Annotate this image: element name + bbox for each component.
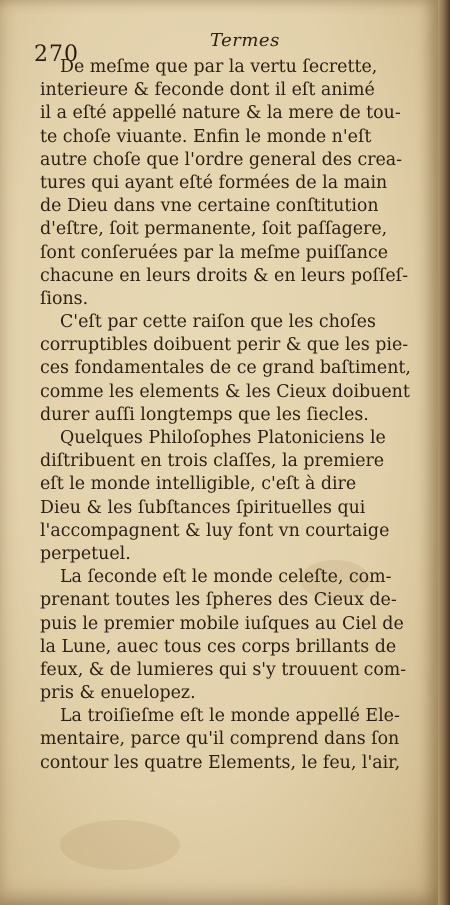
text-line: La ſeconde eſt le monde celeſte, com- xyxy=(60,567,392,588)
text-line: contour les quatre Elements, le feu, l'air, xyxy=(40,752,401,773)
text-line: ſions. xyxy=(40,288,89,309)
text-line: d'eſtre, ſoit permanente, ſoit paſſagere, xyxy=(40,219,388,240)
page-edge xyxy=(438,0,450,905)
text-line: autre choſe que l'ordre general des crea- xyxy=(40,149,403,170)
text-line: de Dieu dans vne certaine conſtitution xyxy=(40,196,379,217)
text-line: ſont conſeruées par la meſme puiſſance xyxy=(40,242,389,263)
text-line: te choſe viuante. Enfin le monde n'eſt xyxy=(40,126,372,147)
text-line: De meſme que par la vertu ſecrette, xyxy=(60,57,378,77)
text-line: tures qui ayant eſté formées de la main xyxy=(40,172,388,193)
paper-stain xyxy=(60,820,180,870)
page-number: 270 xyxy=(34,42,79,67)
text-line: diſtribuent en trois claſſes, la premiere xyxy=(40,451,385,472)
text-line: interieure & feconde dont il eſt animé xyxy=(40,80,375,101)
text-line: durer auſſi longtemps que les ſiecles. xyxy=(40,404,369,425)
text-line: La troiſieſme eſt le monde appellé Ele- xyxy=(60,706,400,727)
text-line: prenant toutes les ſpheres des Cieux de- xyxy=(40,590,397,611)
text-line: perpetuel. xyxy=(40,543,131,564)
text-line: eſt le monde intelligible, c'eſt à dire xyxy=(40,474,357,495)
text-line: Dieu & les ſubſtances ſpirituelles qui xyxy=(40,497,366,518)
text-line: l'accompagnent & luy font vn courtaige xyxy=(40,520,390,541)
text-line: comme les elements & les Cieux doibuent xyxy=(40,381,410,402)
text-line: ces fondamentales de ce grand baſtiment, xyxy=(40,358,411,379)
text-line: corruptibles doibuent perir & que les pie- xyxy=(40,335,409,356)
text-line: pris & enuelopez. xyxy=(40,683,196,704)
text-line: feux, & de lumieres qui s'y trouuent com- xyxy=(40,659,407,680)
text-line: la Lune, auec tous ces corps brillants de xyxy=(40,636,397,657)
text-line: mentaire, parce qu'il comprend dans ſon xyxy=(40,729,400,750)
text-line: Quelques Philoſophes Platoniciens le xyxy=(60,428,386,448)
text-line: puis le premier mobile iuſques au Ciel de xyxy=(40,613,404,634)
text-line: il a eſté appellé nature & la mere de tou- xyxy=(40,103,401,124)
text-line: C'eſt par cette raiſon que les choſes xyxy=(60,312,376,333)
text-line: chacune en leurs droits & en leurs poſſeſ- xyxy=(40,265,408,286)
running-head: Termes xyxy=(210,30,280,51)
body-text xyxy=(40,56,420,775)
